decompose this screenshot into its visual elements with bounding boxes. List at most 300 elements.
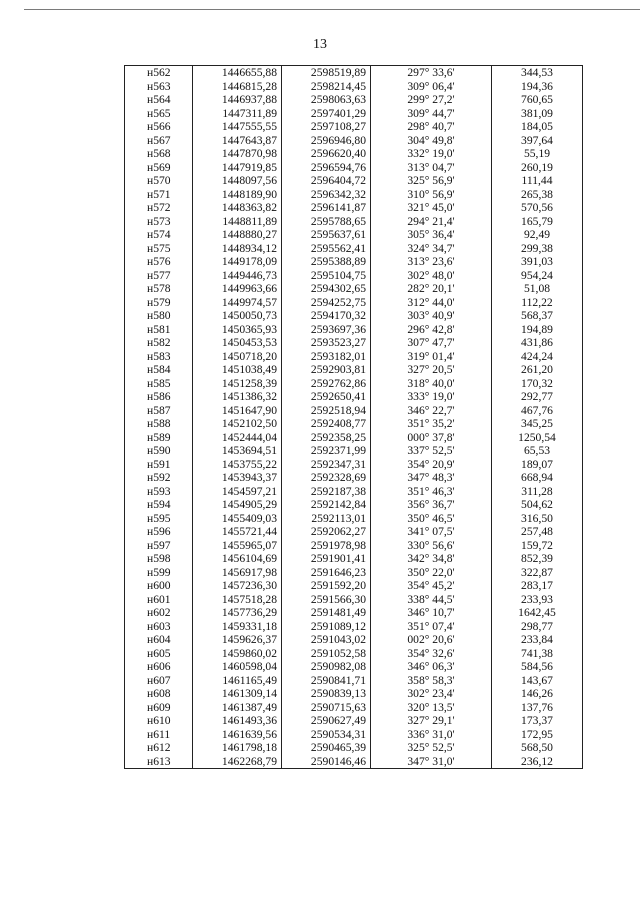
- table-row: [125, 417, 583, 431]
- y-coordinate-cell: 2593182,01: [282, 350, 371, 364]
- table-row: [125, 485, 583, 499]
- table-row: [125, 242, 583, 256]
- distance-cell: 260,19: [492, 161, 583, 175]
- y-coordinate-cell: 2594170,32: [282, 309, 371, 323]
- point-id-cell: н563: [125, 80, 193, 94]
- table-row: [125, 147, 583, 161]
- distance-cell: 265,38: [492, 188, 583, 202]
- direction-angle-cell: 346° 10,7': [371, 606, 492, 620]
- direction-angle-cell: 319° 01,4': [371, 350, 492, 364]
- table-row: [125, 66, 583, 80]
- x-coordinate-cell: 1461309,14: [193, 687, 282, 701]
- distance-cell: 1250,54: [492, 431, 583, 445]
- x-coordinate-cell: 1447555,55: [193, 120, 282, 134]
- direction-angle-cell: 351° 46,3': [371, 485, 492, 499]
- direction-angle-cell: 347° 48,3': [371, 471, 492, 485]
- point-id-cell: н565: [125, 107, 193, 121]
- table-row: [125, 647, 583, 661]
- direction-angle-cell: 302° 48,0': [371, 269, 492, 283]
- direction-angle-cell: 354° 20,9': [371, 458, 492, 472]
- distance-cell: 760,65: [492, 93, 583, 107]
- point-id-cell: н581: [125, 323, 193, 337]
- x-coordinate-cell: 1449963,66: [193, 282, 282, 296]
- x-coordinate-cell: 1456917,98: [193, 566, 282, 580]
- table-row: [125, 552, 583, 566]
- x-coordinate-cell: 1461798,18: [193, 741, 282, 755]
- point-id-cell: н590: [125, 444, 193, 458]
- distance-cell: 194,89: [492, 323, 583, 337]
- x-coordinate-cell: 1451647,90: [193, 404, 282, 418]
- x-coordinate-cell: 1457236,30: [193, 579, 282, 593]
- table-row: [125, 323, 583, 337]
- point-id-cell: н604: [125, 633, 193, 647]
- table-row: [125, 458, 583, 472]
- distance-cell: 194,36: [492, 80, 583, 94]
- point-id-cell: н564: [125, 93, 193, 107]
- distance-cell: 424,24: [492, 350, 583, 364]
- point-id-cell: н587: [125, 404, 193, 418]
- x-coordinate-cell: 1459331,18: [193, 620, 282, 634]
- y-coordinate-cell: 2590465,39: [282, 741, 371, 755]
- direction-angle-cell: 325° 52,5': [371, 741, 492, 755]
- x-coordinate-cell: 1461165,49: [193, 674, 282, 688]
- x-coordinate-cell: 1461493,36: [193, 714, 282, 728]
- distance-cell: 111,44: [492, 174, 583, 188]
- y-coordinate-cell: 2594302,65: [282, 282, 371, 296]
- x-coordinate-cell: 1452102,50: [193, 417, 282, 431]
- table-row: [125, 498, 583, 512]
- point-id-cell: н595: [125, 512, 193, 526]
- point-id-cell: н608: [125, 687, 193, 701]
- table-row: [125, 93, 583, 107]
- coordinates-table: [124, 65, 583, 769]
- direction-angle-cell: 341° 07,5': [371, 525, 492, 539]
- point-id-cell: н567: [125, 134, 193, 148]
- y-coordinate-cell: 2595104,75: [282, 269, 371, 283]
- distance-cell: 137,76: [492, 701, 583, 715]
- distance-cell: 852,39: [492, 552, 583, 566]
- y-coordinate-cell: 2596946,80: [282, 134, 371, 148]
- y-coordinate-cell: 2590146,46: [282, 755, 371, 769]
- distance-cell: 570,56: [492, 201, 583, 215]
- x-coordinate-cell: 1457736,29: [193, 606, 282, 620]
- y-coordinate-cell: 2591592,20: [282, 579, 371, 593]
- point-id-cell: н582: [125, 336, 193, 350]
- table-row: [125, 512, 583, 526]
- y-coordinate-cell: 2592518,94: [282, 404, 371, 418]
- direction-angle-cell: 310° 56,9': [371, 188, 492, 202]
- y-coordinate-cell: 2598063,63: [282, 93, 371, 107]
- x-coordinate-cell: 1448880,27: [193, 228, 282, 242]
- point-id-cell: н574: [125, 228, 193, 242]
- y-coordinate-cell: 2592371,99: [282, 444, 371, 458]
- y-coordinate-cell: 2592650,41: [282, 390, 371, 404]
- point-id-cell: н579: [125, 296, 193, 310]
- y-coordinate-cell: 2590534,31: [282, 728, 371, 742]
- y-coordinate-cell: 2591566,30: [282, 593, 371, 607]
- x-coordinate-cell: 1461639,56: [193, 728, 282, 742]
- direction-angle-cell: 302° 23,4': [371, 687, 492, 701]
- table-row: [125, 593, 583, 607]
- distance-cell: 65,53: [492, 444, 583, 458]
- page-number: 13: [313, 37, 327, 52]
- distance-cell: 954,24: [492, 269, 583, 283]
- x-coordinate-cell: 1453943,37: [193, 471, 282, 485]
- y-coordinate-cell: 2591052,58: [282, 647, 371, 661]
- x-coordinate-cell: 1448189,90: [193, 188, 282, 202]
- x-coordinate-cell: 1462268,79: [193, 755, 282, 769]
- table-row: [125, 444, 583, 458]
- x-coordinate-cell: 1450453,53: [193, 336, 282, 350]
- y-coordinate-cell: 2595562,41: [282, 242, 371, 256]
- point-id-cell: н603: [125, 620, 193, 634]
- distance-cell: 233,84: [492, 633, 583, 647]
- table-row: [125, 741, 583, 755]
- point-id-cell: н585: [125, 377, 193, 391]
- table-row: [125, 80, 583, 94]
- distance-cell: 391,03: [492, 255, 583, 269]
- x-coordinate-cell: 1448097,56: [193, 174, 282, 188]
- point-id-cell: н606: [125, 660, 193, 674]
- direction-angle-cell: 303° 40,9': [371, 309, 492, 323]
- table-row: [125, 620, 583, 634]
- distance-cell: 172,95: [492, 728, 583, 742]
- table-row: [125, 269, 583, 283]
- x-coordinate-cell: 1453755,22: [193, 458, 282, 472]
- table-row: [125, 714, 583, 728]
- y-coordinate-cell: 2595388,89: [282, 255, 371, 269]
- y-coordinate-cell: 2590839,13: [282, 687, 371, 701]
- distance-cell: 146,26: [492, 687, 583, 701]
- y-coordinate-cell: 2592347,31: [282, 458, 371, 472]
- direction-angle-cell: 347° 31,0': [371, 755, 492, 769]
- direction-angle-cell: 312° 44,0': [371, 296, 492, 310]
- distance-cell: 741,38: [492, 647, 583, 661]
- table-row: [125, 579, 583, 593]
- direction-angle-cell: 327° 29,1': [371, 714, 492, 728]
- x-coordinate-cell: 1448934,12: [193, 242, 282, 256]
- table-row: [125, 120, 583, 134]
- y-coordinate-cell: 2591901,41: [282, 552, 371, 566]
- direction-angle-cell: 350° 22,0': [371, 566, 492, 580]
- y-coordinate-cell: 2592408,77: [282, 417, 371, 431]
- x-coordinate-cell: 1452444,04: [193, 431, 282, 445]
- point-id-cell: н577: [125, 269, 193, 283]
- point-id-cell: н602: [125, 606, 193, 620]
- point-id-cell: н566: [125, 120, 193, 134]
- direction-angle-cell: 338° 44,5': [371, 593, 492, 607]
- direction-angle-cell: 354° 45,2': [371, 579, 492, 593]
- table-row: [125, 188, 583, 202]
- table-row: [125, 674, 583, 688]
- direction-angle-cell: 309° 06,4': [371, 80, 492, 94]
- direction-angle-cell: 320° 13,5': [371, 701, 492, 715]
- distance-cell: 345,25: [492, 417, 583, 431]
- distance-cell: 51,08: [492, 282, 583, 296]
- distance-cell: 165,79: [492, 215, 583, 229]
- point-id-cell: н583: [125, 350, 193, 364]
- direction-angle-cell: 350° 46,5': [371, 512, 492, 526]
- distance-cell: 504,62: [492, 498, 583, 512]
- direction-angle-cell: 332° 19,0': [371, 147, 492, 161]
- table-row: [125, 363, 583, 377]
- table-row: [125, 701, 583, 715]
- y-coordinate-cell: 2596404,72: [282, 174, 371, 188]
- x-coordinate-cell: 1449178,09: [193, 255, 282, 269]
- y-coordinate-cell: 2595788,65: [282, 215, 371, 229]
- table-row: [125, 606, 583, 620]
- direction-angle-cell: 321° 45,0': [371, 201, 492, 215]
- y-coordinate-cell: 2596594,76: [282, 161, 371, 175]
- distance-cell: 236,12: [492, 755, 583, 769]
- x-coordinate-cell: 1447870,98: [193, 147, 282, 161]
- direction-angle-cell: 318° 40,0': [371, 377, 492, 391]
- y-coordinate-cell: 2593523,27: [282, 336, 371, 350]
- direction-angle-cell: 294° 21,4': [371, 215, 492, 229]
- distance-cell: 298,77: [492, 620, 583, 634]
- x-coordinate-cell: 1461387,49: [193, 701, 282, 715]
- top-rule: [24, 9, 640, 10]
- x-coordinate-cell: 1446815,28: [193, 80, 282, 94]
- point-id-cell: н575: [125, 242, 193, 256]
- x-coordinate-cell: 1459626,37: [193, 633, 282, 647]
- x-coordinate-cell: 1449446,73: [193, 269, 282, 283]
- distance-cell: 322,87: [492, 566, 583, 580]
- distance-cell: 92,49: [492, 228, 583, 242]
- point-id-cell: н610: [125, 714, 193, 728]
- point-id-cell: н572: [125, 201, 193, 215]
- point-id-cell: н607: [125, 674, 193, 688]
- table-row: [125, 255, 583, 269]
- point-id-cell: н592: [125, 471, 193, 485]
- x-coordinate-cell: 1451038,49: [193, 363, 282, 377]
- distance-cell: 344,53: [492, 66, 583, 80]
- table-row: [125, 660, 583, 674]
- point-id-cell: н611: [125, 728, 193, 742]
- table-row: [125, 336, 583, 350]
- direction-angle-cell: 297° 33,6': [371, 66, 492, 80]
- distance-cell: 584,56: [492, 660, 583, 674]
- direction-angle-cell: 313° 04,7': [371, 161, 492, 175]
- x-coordinate-cell: 1455409,03: [193, 512, 282, 526]
- x-coordinate-cell: 1457518,28: [193, 593, 282, 607]
- y-coordinate-cell: 2591043,02: [282, 633, 371, 647]
- distance-cell: 568,37: [492, 309, 583, 323]
- distance-cell: 257,48: [492, 525, 583, 539]
- direction-angle-cell: 299° 27,2': [371, 93, 492, 107]
- table-row: [125, 350, 583, 364]
- x-coordinate-cell: 1447643,87: [193, 134, 282, 148]
- table-row: [125, 377, 583, 391]
- table-row: [125, 404, 583, 418]
- point-id-cell: н562: [125, 66, 193, 80]
- y-coordinate-cell: 2596141,87: [282, 201, 371, 215]
- distance-cell: 170,32: [492, 377, 583, 391]
- distance-cell: 184,05: [492, 120, 583, 134]
- point-id-cell: н580: [125, 309, 193, 323]
- x-coordinate-cell: 1454597,21: [193, 485, 282, 499]
- x-coordinate-cell: 1448811,89: [193, 215, 282, 229]
- distance-cell: 112,22: [492, 296, 583, 310]
- distance-cell: 173,37: [492, 714, 583, 728]
- point-id-cell: н573: [125, 215, 193, 229]
- direction-angle-cell: 346° 06,3': [371, 660, 492, 674]
- direction-angle-cell: 333° 19,0': [371, 390, 492, 404]
- x-coordinate-cell: 1451258,39: [193, 377, 282, 391]
- direction-angle-cell: 002° 20,6': [371, 633, 492, 647]
- point-id-cell: н589: [125, 431, 193, 445]
- direction-angle-cell: 324° 34,7': [371, 242, 492, 256]
- x-coordinate-cell: 1446937,88: [193, 93, 282, 107]
- point-id-cell: н605: [125, 647, 193, 661]
- table-row: [125, 525, 583, 539]
- distance-cell: 397,64: [492, 134, 583, 148]
- coordinates-table-body: [125, 66, 583, 769]
- x-coordinate-cell: 1455965,07: [193, 539, 282, 553]
- distance-cell: 159,72: [492, 539, 583, 553]
- x-coordinate-cell: 1446655,88: [193, 66, 282, 80]
- point-id-cell: н599: [125, 566, 193, 580]
- y-coordinate-cell: 2598519,89: [282, 66, 371, 80]
- point-id-cell: н578: [125, 282, 193, 296]
- y-coordinate-cell: 2595637,61: [282, 228, 371, 242]
- x-coordinate-cell: 1450718,20: [193, 350, 282, 364]
- x-coordinate-cell: 1447311,89: [193, 107, 282, 121]
- table-row: [125, 309, 583, 323]
- x-coordinate-cell: 1451386,32: [193, 390, 282, 404]
- y-coordinate-cell: 2593697,36: [282, 323, 371, 337]
- x-coordinate-cell: 1448363,82: [193, 201, 282, 215]
- direction-angle-cell: 358° 58,3': [371, 674, 492, 688]
- point-id-cell: н571: [125, 188, 193, 202]
- distance-cell: 467,76: [492, 404, 583, 418]
- direction-angle-cell: 354° 32,6': [371, 647, 492, 661]
- distance-cell: 283,17: [492, 579, 583, 593]
- distance-cell: 261,20: [492, 363, 583, 377]
- distance-cell: 55,19: [492, 147, 583, 161]
- distance-cell: 668,94: [492, 471, 583, 485]
- point-id-cell: н568: [125, 147, 193, 161]
- distance-cell: 431,86: [492, 336, 583, 350]
- direction-angle-cell: 336° 31,0': [371, 728, 492, 742]
- table-row: [125, 107, 583, 121]
- direction-angle-cell: 309° 44,7': [371, 107, 492, 121]
- table-row: [125, 296, 583, 310]
- direction-angle-cell: 327° 20,5': [371, 363, 492, 377]
- direction-angle-cell: 304° 49,8': [371, 134, 492, 148]
- distance-cell: 292,77: [492, 390, 583, 404]
- point-id-cell: н596: [125, 525, 193, 539]
- table-row: [125, 174, 583, 188]
- y-coordinate-cell: 2590715,63: [282, 701, 371, 715]
- y-coordinate-cell: 2591646,23: [282, 566, 371, 580]
- table-row: [125, 215, 583, 229]
- point-id-cell: н593: [125, 485, 193, 499]
- distance-cell: 143,67: [492, 674, 583, 688]
- y-coordinate-cell: 2592113,01: [282, 512, 371, 526]
- x-coordinate-cell: 1449974,57: [193, 296, 282, 310]
- y-coordinate-cell: 2592762,86: [282, 377, 371, 391]
- x-coordinate-cell: 1453694,51: [193, 444, 282, 458]
- y-coordinate-cell: 2597401,29: [282, 107, 371, 121]
- y-coordinate-cell: 2592903,81: [282, 363, 371, 377]
- x-coordinate-cell: 1460598,04: [193, 660, 282, 674]
- x-coordinate-cell: 1456104,69: [193, 552, 282, 566]
- y-coordinate-cell: 2590982,08: [282, 660, 371, 674]
- distance-cell: 189,07: [492, 458, 583, 472]
- x-coordinate-cell: 1459860,02: [193, 647, 282, 661]
- table-row: [125, 390, 583, 404]
- direction-angle-cell: 313° 23,6': [371, 255, 492, 269]
- y-coordinate-cell: 2590841,71: [282, 674, 371, 688]
- table-row: [125, 134, 583, 148]
- table-row: [125, 755, 583, 769]
- table-row: [125, 566, 583, 580]
- table-row: [125, 633, 583, 647]
- distance-cell: 311,28: [492, 485, 583, 499]
- table-row: [125, 161, 583, 175]
- direction-angle-cell: 351° 35,2': [371, 417, 492, 431]
- point-id-cell: н584: [125, 363, 193, 377]
- distance-cell: 381,09: [492, 107, 583, 121]
- x-coordinate-cell: 1450365,93: [193, 323, 282, 337]
- y-coordinate-cell: 2594252,75: [282, 296, 371, 310]
- direction-angle-cell: 342° 34,8': [371, 552, 492, 566]
- table-row: [125, 228, 583, 242]
- point-id-cell: н594: [125, 498, 193, 512]
- point-id-cell: н570: [125, 174, 193, 188]
- y-coordinate-cell: 2592142,84: [282, 498, 371, 512]
- direction-angle-cell: 337° 52,5': [371, 444, 492, 458]
- direction-angle-cell: 305° 36,4': [371, 228, 492, 242]
- distance-cell: 1642,45: [492, 606, 583, 620]
- point-id-cell: н598: [125, 552, 193, 566]
- y-coordinate-cell: 2592358,25: [282, 431, 371, 445]
- direction-angle-cell: 307° 47,7': [371, 336, 492, 350]
- y-coordinate-cell: 2591978,98: [282, 539, 371, 553]
- y-coordinate-cell: 2592187,38: [282, 485, 371, 499]
- direction-angle-cell: 346° 22,7': [371, 404, 492, 418]
- y-coordinate-cell: 2591089,12: [282, 620, 371, 634]
- point-id-cell: н612: [125, 741, 193, 755]
- direction-angle-cell: 298° 40,7': [371, 120, 492, 134]
- table-row: [125, 539, 583, 553]
- distance-cell: 233,93: [492, 593, 583, 607]
- y-coordinate-cell: 2590627,49: [282, 714, 371, 728]
- y-coordinate-cell: 2592328,69: [282, 471, 371, 485]
- distance-cell: 299,38: [492, 242, 583, 256]
- point-id-cell: н588: [125, 417, 193, 431]
- x-coordinate-cell: 1455721,44: [193, 525, 282, 539]
- distance-cell: 568,50: [492, 741, 583, 755]
- direction-angle-cell: 325° 56,9': [371, 174, 492, 188]
- y-coordinate-cell: 2596620,40: [282, 147, 371, 161]
- direction-angle-cell: 356° 36,7': [371, 498, 492, 512]
- y-coordinate-cell: 2592062,27: [282, 525, 371, 539]
- direction-angle-cell: 282° 20,1': [371, 282, 492, 296]
- x-coordinate-cell: 1454905,29: [193, 498, 282, 512]
- table-row: [125, 282, 583, 296]
- point-id-cell: н576: [125, 255, 193, 269]
- point-id-cell: н601: [125, 593, 193, 607]
- y-coordinate-cell: 2596342,32: [282, 188, 371, 202]
- direction-angle-cell: 330° 56,6': [371, 539, 492, 553]
- point-id-cell: н586: [125, 390, 193, 404]
- y-coordinate-cell: 2597108,27: [282, 120, 371, 134]
- direction-angle-cell: 296° 42,8': [371, 323, 492, 337]
- y-coordinate-cell: 2591481,49: [282, 606, 371, 620]
- table-row: [125, 471, 583, 485]
